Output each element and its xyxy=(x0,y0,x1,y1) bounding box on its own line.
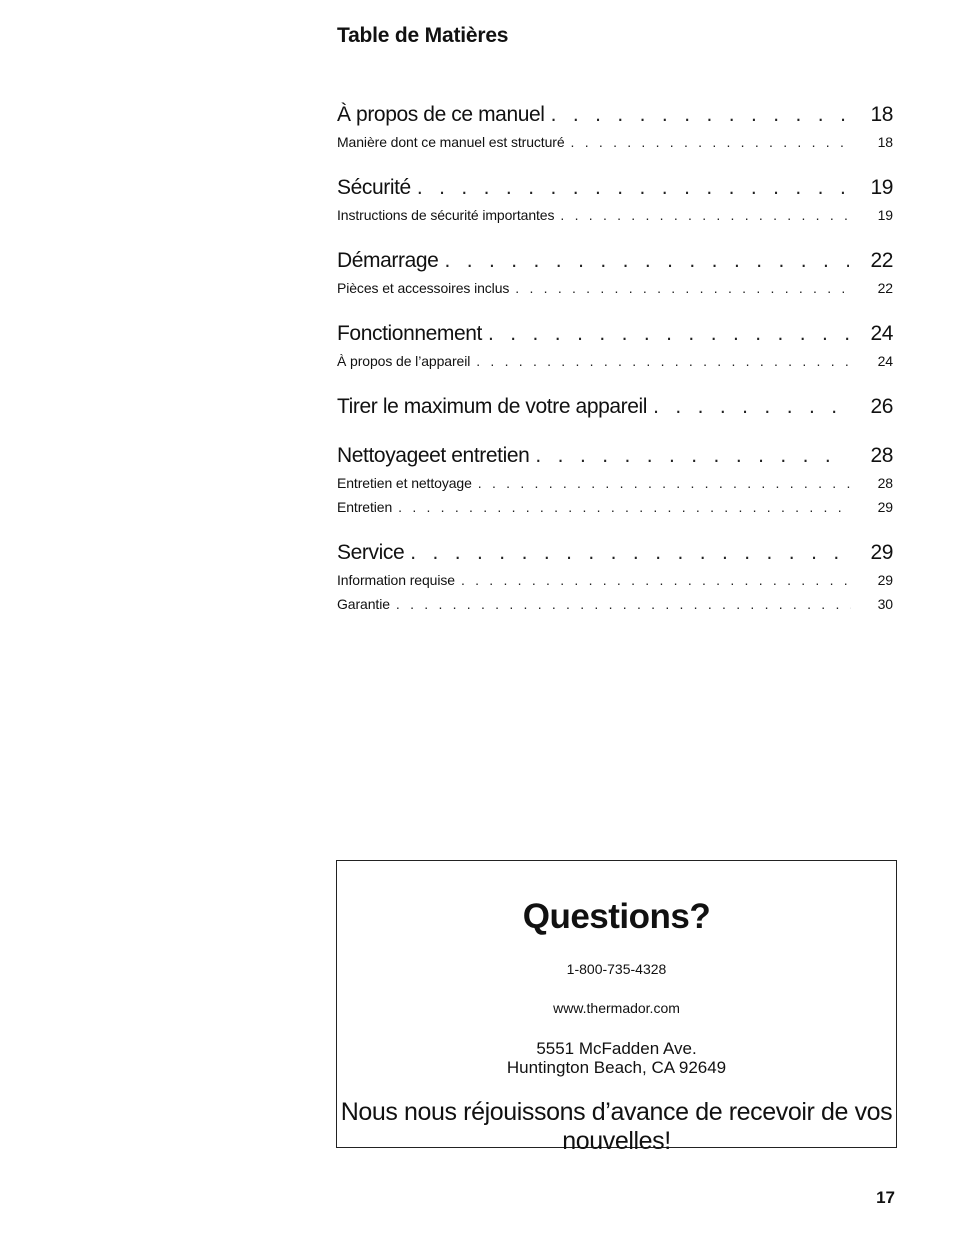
toc-subentry-page: 29 xyxy=(877,572,893,588)
table-of-contents xyxy=(337,100,893,635)
toc-subentry-title: Garantie xyxy=(337,596,390,612)
toc-subentry-page: 29 xyxy=(877,499,893,515)
toc-entry[interactable] xyxy=(337,441,893,471)
toc-subentry-title: Manière dont ce manuel est structuré xyxy=(337,134,565,150)
toc-entry-title: Service xyxy=(337,541,405,564)
toc-entry[interactable] xyxy=(337,319,893,349)
questions-contact-box xyxy=(336,860,897,1155)
toc-entry[interactable] xyxy=(337,173,893,203)
toc-entry-page: 24 xyxy=(870,322,893,345)
toc-section-service xyxy=(337,538,893,616)
toc-entry-page: 19 xyxy=(870,176,893,199)
toc-entry-page: 26 xyxy=(870,395,893,418)
toc-subentry[interactable] xyxy=(337,471,893,495)
toc-subentry-title: Entretien et nettoyage xyxy=(337,475,472,491)
dot-leader xyxy=(461,568,851,592)
toc-section-demarrage xyxy=(337,246,893,300)
dot-leader xyxy=(515,276,851,300)
toc-entry-title: Sécurité xyxy=(337,176,411,199)
mailing-address xyxy=(337,1039,896,1077)
toc-entry-page: 29 xyxy=(870,541,893,564)
toc-entry[interactable] xyxy=(337,538,893,568)
address-line-1: 5551 McFadden Ave. xyxy=(536,1039,697,1058)
toc-entry[interactable] xyxy=(337,392,893,422)
toc-subentry[interactable] xyxy=(337,495,893,519)
toc-subentry[interactable] xyxy=(337,568,893,592)
toc-section-tirer-le-maximum xyxy=(337,392,893,422)
dot-leader xyxy=(410,538,849,568)
closing-message: Nous nous réjouissons d’avance de recevoir de vos nouvelles! xyxy=(340,1098,893,1155)
toc-subentry[interactable] xyxy=(337,203,893,227)
toc-subentry-page: 18 xyxy=(877,134,893,150)
toc-section-fonctionnement xyxy=(337,319,893,373)
toc-subentry-title: Information requise xyxy=(337,572,455,588)
toc-heading: Table de Matières xyxy=(337,24,509,47)
dot-leader xyxy=(417,173,849,203)
toc-subentry-page: 28 xyxy=(877,475,893,491)
toc-subentry-page: 19 xyxy=(877,207,893,223)
toc-entry-title: Fonctionnement xyxy=(337,322,482,345)
toc-subentry-title: Pièces et accessoires inclus xyxy=(337,280,510,296)
questions-heading: Questions? xyxy=(522,897,711,936)
dot-leader xyxy=(535,441,849,471)
toc-entry-title: Tirer le maximum de votre appareil xyxy=(337,395,648,418)
toc-entry-title: À propos de ce manuel xyxy=(337,103,545,126)
dot-leader xyxy=(551,100,849,130)
toc-subentry[interactable] xyxy=(337,130,893,154)
toc-subentry-page: 22 xyxy=(877,280,893,296)
toc-entry[interactable] xyxy=(337,100,893,130)
toc-entry-page: 28 xyxy=(870,444,893,467)
toc-subentry-page: 24 xyxy=(877,353,893,369)
toc-entry-title: Démarrage xyxy=(337,249,439,272)
dot-leader xyxy=(444,246,849,276)
dot-leader xyxy=(488,319,849,349)
toc-subentry-page: 30 xyxy=(877,596,893,612)
page-number: 17 xyxy=(876,1188,895,1207)
toc-subentry-title: À propos de l’appareil xyxy=(337,353,471,369)
toc-entry[interactable] xyxy=(337,246,893,276)
toc-section-securite xyxy=(337,173,893,227)
toc-subentry[interactable] xyxy=(337,592,893,616)
toc-section-a-propos xyxy=(337,100,893,154)
toc-subentry-title: Entretien xyxy=(337,499,393,515)
dot-leader xyxy=(476,349,851,373)
website-link[interactable]: www.thermador.com xyxy=(553,1000,680,1016)
toc-entry-page: 18 xyxy=(870,103,893,126)
dot-leader xyxy=(653,392,849,422)
dot-leader xyxy=(571,130,851,154)
toc-subentry-title: Instructions de sécurité importantes xyxy=(337,207,555,223)
dot-leader xyxy=(396,592,851,616)
dot-leader xyxy=(560,203,851,227)
toc-subentry[interactable] xyxy=(337,349,893,373)
phone-number[interactable]: 1-800-735-4328 xyxy=(566,961,667,977)
toc-subentry[interactable] xyxy=(337,276,893,300)
toc-section-nettoyage xyxy=(337,441,893,519)
toc-entry-title: Nettoyageet entretien xyxy=(337,444,530,467)
dot-leader xyxy=(478,471,851,495)
address-line-2: Huntington Beach, CA 92649 xyxy=(506,1058,727,1077)
toc-entry-page: 22 xyxy=(870,249,893,272)
dot-leader xyxy=(398,495,851,519)
